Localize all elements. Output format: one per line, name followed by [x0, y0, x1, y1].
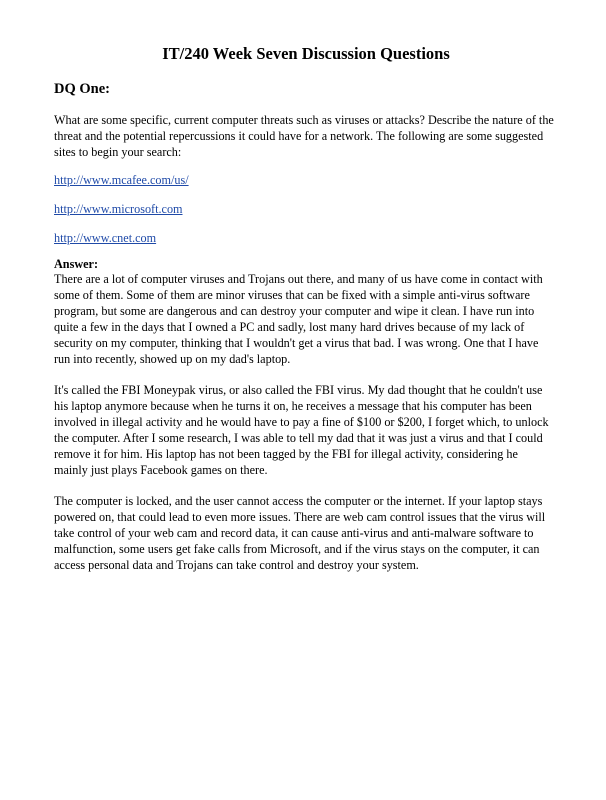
link-mcafee[interactable]: http://www.mcafee.com/us/	[54, 173, 189, 187]
question-text: What are some specific, current computer threats such as viruses or attacks? Describe the nature of the threat and the potential repercussions it could have for a network. The following are some suggested sites to begin your search:	[54, 113, 554, 159]
answer-paragraph-1: There are a lot of computer viruses and Trojans out there, and many of us have come in contact with some of them. Some of them are minor viruses that can be fixed with a simple anti-virus software program, but some are dangerous and can destroy your computer and wipe it clean. I have run into quite a few in the days that I owned a PC and sadly, lost many hard drives because of my lack of security on my computer, thinking that I wouldn't get a virus that bad. I was wrong. One that I have run into recently, showed up on my dad's laptop.	[54, 272, 543, 366]
page-title: IT/240 Week Seven Discussion Questions	[162, 44, 450, 63]
link-microsoft[interactable]: http://www.microsoft.com	[54, 202, 183, 216]
link-cnet[interactable]: http://www.cnet.com	[54, 231, 157, 245]
answer-paragraph-2: It's called the FBI Moneypak virus, or also called the FBI virus. My dad thought that he couldn't use his laptop anymore because when he turns it on, he receives a message that his computer has been involved in illegal activity and he would have to pay a fine of $100 or $200, I forget which, to unlock the computer. After I some research, I was able to tell my dad that it was just a virus and that I could remove it for him. His laptop has not been tagged by the FBI for illegal activity, considering he mainly just plays Facebook games on there.	[54, 383, 549, 477]
answer-paragraph-3: The computer is locked, and the user cannot access the computer or the internet. If your laptop stays powered on, that could lead to even more issues. There are web cam control issues that the virus will take control of your web cam and record data, it can cause anti-virus and anti-malware software to malfunction, some users get fake calls from Microsoft, and if the virus stays on the computer, it can access personal data and Trojans can take control and destroy your system.	[54, 494, 546, 572]
section-heading: DQ One:	[54, 81, 110, 97]
answer-label: Answer:	[54, 257, 99, 271]
